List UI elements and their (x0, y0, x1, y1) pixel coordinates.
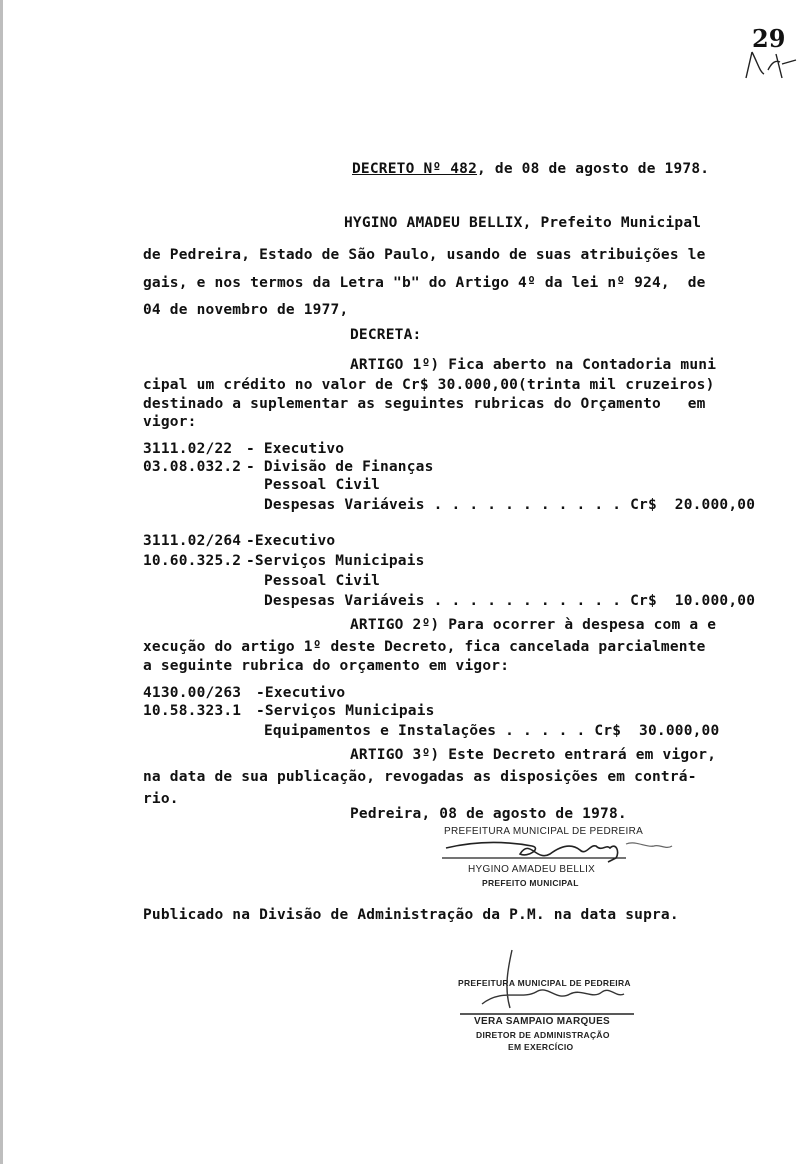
publication-note: Publicado na Divisão de Administração da P.M. na data supra. (143, 907, 679, 923)
closing-date: Pedreira, 08 de agosto de 1978. (350, 806, 627, 822)
block-3-code-2: 10.58.323.1 (143, 703, 242, 719)
stamp-2-name: VERA SAMPAIO MARQUES (474, 1016, 611, 1027)
director-signature-icon (452, 948, 642, 1022)
decree-heading (352, 160, 709, 178)
article-3-line-3: rio. (143, 791, 179, 807)
block-1-label-2: - Divisão de Finanças (246, 459, 434, 475)
decree-date: , de 08 de agosto de 1978. (477, 161, 710, 177)
block-3-label-2: -Serviços Municipais (256, 703, 435, 719)
preamble-line-3: gais, e nos termos da Letra "b" do Artigo 4º da lei nº 924, de (143, 275, 706, 291)
mayor-signature-icon (440, 832, 680, 868)
article-1-line-4: vigor: (143, 414, 197, 430)
block-2-label-1: -Executivo (246, 533, 336, 549)
block-3-code-1: 4130.00/263 (143, 685, 242, 701)
stamp-1-title: PREFEITO MUNICIPAL (482, 878, 579, 888)
block-1-code-2: 03.08.032.2 (143, 459, 242, 475)
block-2-code-1: 3111.02/264 (143, 533, 242, 549)
preamble-line-4: 04 de novembro de 1977, (143, 302, 349, 318)
page-initials-icon (742, 44, 800, 84)
article-3-line-1: ARTIGO 3º) Este Decreto entrará em vigor, (350, 747, 717, 763)
article-1-line-1: ARTIGO 1º) Fica aberto na Contadoria muni (350, 357, 717, 373)
stamp-2-header: PREFEITURA MUNICIPAL DE PEDREIRA (458, 978, 631, 988)
article-2-line-3: a seguinte rubrica do orçamento em vigor: (143, 658, 510, 674)
preamble-line-2: de Pedreira, Estado de São Paulo, usando de suas atribuições le (143, 247, 706, 263)
block-2-label-2: -Serviços Municipais (246, 553, 425, 569)
stamp-1-name: HYGINO AMADEU BELLIX (468, 864, 596, 875)
article-1-line-3: destinado a suplementar as seguintes rubricas do Orçamento em (143, 396, 706, 412)
decreta-label: DECRETA: (350, 327, 422, 343)
article-1-line-2: cipal um crédito no valor de Cr$ 30.000,00(trinta mil cruzeiros) (143, 377, 715, 393)
page-number: 29 (752, 24, 786, 53)
block-1-line-4: Despesas Variáveis . . . . . . . . . . . Cr$ 20.000,00 (264, 497, 756, 513)
block-1-label-1: - Executivo (246, 441, 345, 457)
decree-number: DECRETO Nº 482 (352, 161, 478, 177)
block-1-line-3: Pessoal Civil (264, 477, 381, 493)
block-1-code-1: 3111.02/22 (143, 441, 233, 457)
preamble-line-1: HYGINO AMADEU BELLIX, Prefeito Municipal (344, 215, 702, 231)
block-3-label-1: -Executivo (256, 685, 346, 701)
block-2-code-2: 10.60.325.2 (143, 553, 242, 569)
stamp-1-header: PREFEITURA MUNICIPAL DE PEDREIRA (444, 826, 644, 837)
stamp-2-status: EM EXERCÍCIO (508, 1042, 574, 1052)
block-2-line-4: Despesas Variáveis . . . . . . . . . . . Cr$ 10.000,00 (264, 593, 756, 609)
article-3-line-2: na data de sua publicação, revogadas as disposições em contrá- (143, 769, 697, 785)
scan-edge (0, 0, 3, 1164)
article-2-line-2: xecução do artigo 1º deste Decreto, fica cancelada parcialmente (143, 639, 706, 655)
article-2-line-1: ARTIGO 2º) Para ocorrer à despesa com a e (350, 617, 717, 633)
block-2-line-3: Pessoal Civil (264, 573, 381, 589)
stamp-2-title: DIRETOR DE ADMINISTRAÇÃO (476, 1030, 610, 1040)
block-3-line-3: Equipamentos e Instalações . . . . . Cr$ 30.000,00 (264, 723, 720, 739)
